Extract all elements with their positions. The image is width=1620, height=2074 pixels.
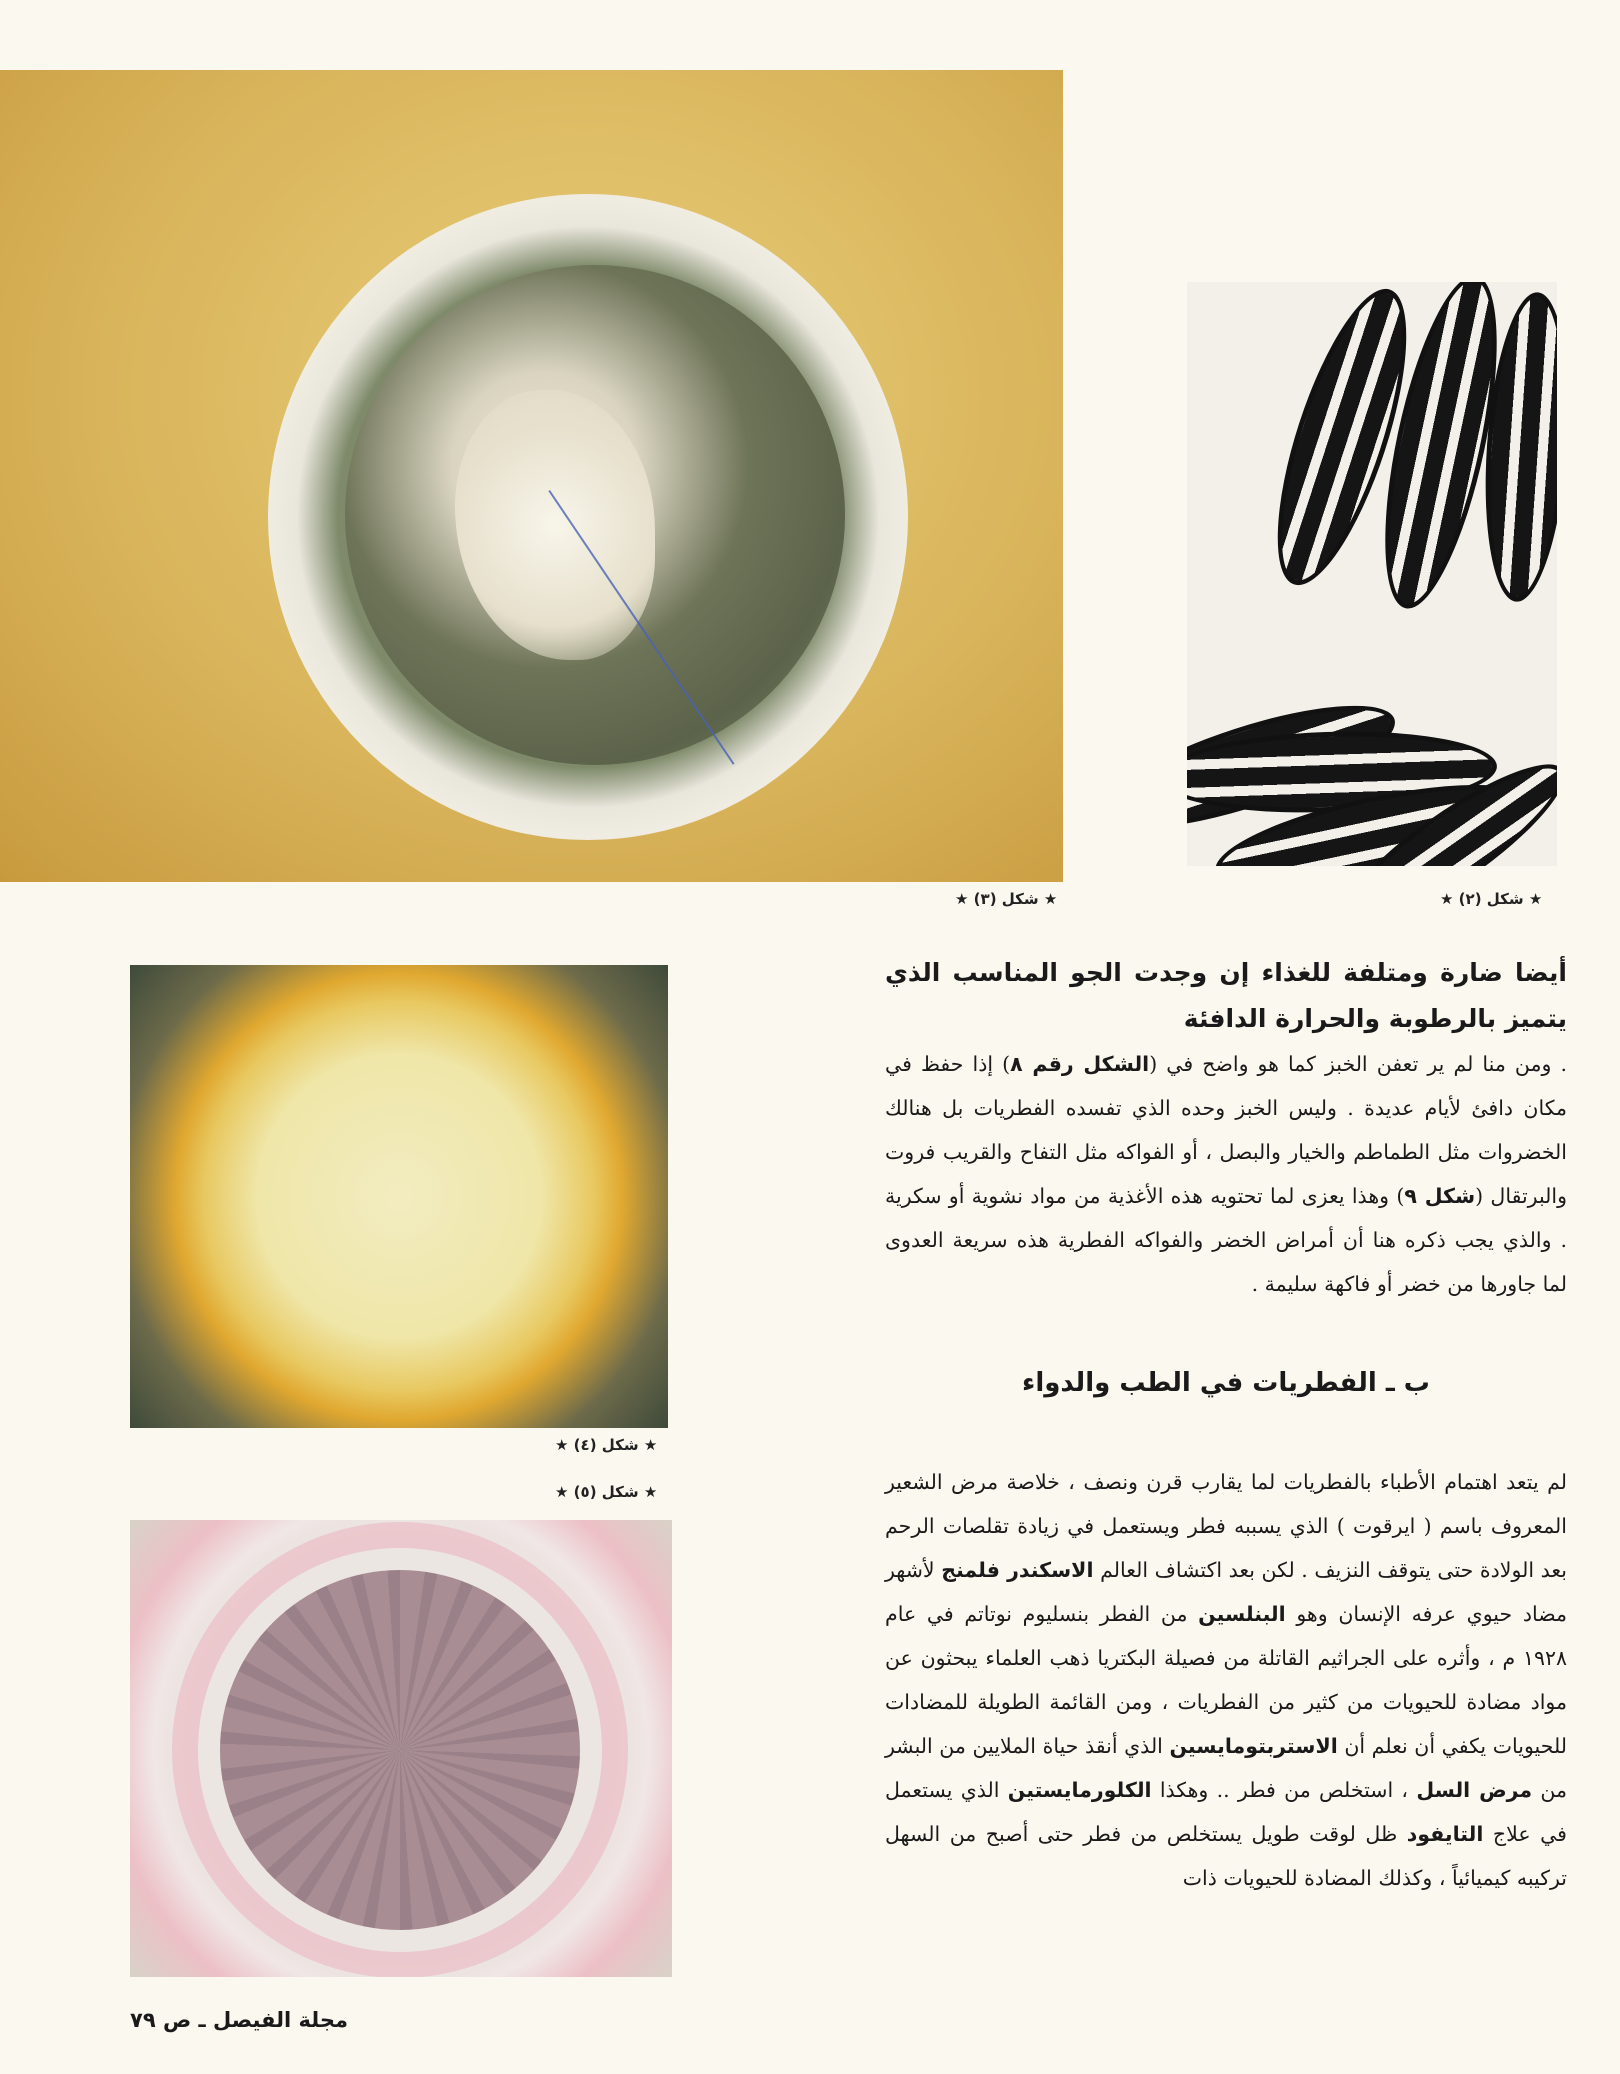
bold-run: الشكل رقم ٨ [1010,1052,1150,1076]
section-a-paragraph [885,1042,1567,1306]
figure-2-micrograph [1187,282,1557,866]
bold-run: شكل ٩ [1404,1184,1476,1208]
bold-run: التايفود [1406,1822,1484,1846]
bold-run: مرض السل [1416,1778,1533,1802]
text-run: الذي يستعمل في علاج [885,1778,1567,1846]
text-run: . ومن منا لم ير تعفن الخبز كما هو واضح في ( [1149,1052,1567,1076]
figure-4-caption: ★ شكل (٤) ★ [555,1436,658,1454]
section-a-lead: أيضا ضارة ومتلفة للغذاء إن وجدت الجو المناسب الذي يتميز بالرطوبة والحرارة الدافئة [885,958,1567,1033]
page-footer: مجلة الفيصل ـ ص ٧٩ [130,2008,348,2032]
text-run: لأشهر مضاد حيوي عرفه الإنسان وهو [885,1558,1567,1626]
bold-run: الاسكندر فلمنج [941,1558,1094,1582]
text-run: ظل لوقت طويل يستخلص من فطر حتى أصبح من السهل تركيبه كيميائياً ، وكذلك المضادة للحيويات ذات [885,1822,1567,1890]
fungal-colony-disk [220,1570,580,1930]
figure-4-photo [130,965,668,1428]
bold-run: البنلسين [1198,1602,1286,1626]
figure-3-caption: ★ شكل (٣) ★ [955,890,1058,908]
figure-3-photo [0,70,1063,882]
text-run: من الفطر بنسليوم نوتاتم في عام ١٩٢٨ م ، وأثره على الجراثيم القاتلة من فصيلة البكتريا ذهب العلماء يبحثون عن مواد مضادة للحيويات من كثير من الفطريات ، ومن القائمة الطويلة للمضادات للحيويات يكفي أن نعلم أن [885,1602,1567,1758]
bold-run: الكلورمايستين [1007,1778,1152,1802]
section-b-text [885,1460,1567,1900]
figure-5-caption: ★ شكل (٥) ★ [555,1483,658,1501]
text-run: ) إذا حفظ في مكان دافئ لأيام عديدة . وليس الخبز وحده الذي تفسده الفطريات بل هنالك الخضروات مثل الطماطم والخيار والبصل ، أو الفواكه مثل التفاح والقريب فروت والبرتقال ( [885,1052,1567,1208]
figure-2-caption: ★ شكل (٢) ★ [1440,890,1543,908]
text-run: لم يتعد اهتمام الأطباء بالفطريات لما يقارب قرن ونصف ، خلاصة مرض الشعير المعروف باسم ( ايرقوت ) الذي يسببه فطر ويستعمل في زيادة تقلصات الرحم بعد الولادة حتى يتوقف النزيف . لكن بعد اكتشاف العالم [885,1470,1567,1582]
text-run: ، استخلص من فطر .. وهكذا [1159,1778,1409,1802]
bold-run: الاستربتومايسين [1169,1734,1338,1758]
text-run: الذي أنقذ حياة الملايين من البشر من [885,1734,1567,1802]
section-b-title: ب ـ الفطريات في الطب والدواء [1022,1368,1430,1398]
text-run: ) وهذا يعزى لما تحتويه هذه الأغذية من مواد نشوية أو سكرية . والذي يجب ذكره هنا أن أمراض الخضر والفواكه الفطرية هذه سريعة العدوى لما جاورها من خضر أو فاكهة سليمة . [885,1184,1567,1296]
figure-5-photo [130,1520,672,1977]
section-a-text [885,950,1567,1306]
section-b-paragraph [885,1460,1567,1900]
